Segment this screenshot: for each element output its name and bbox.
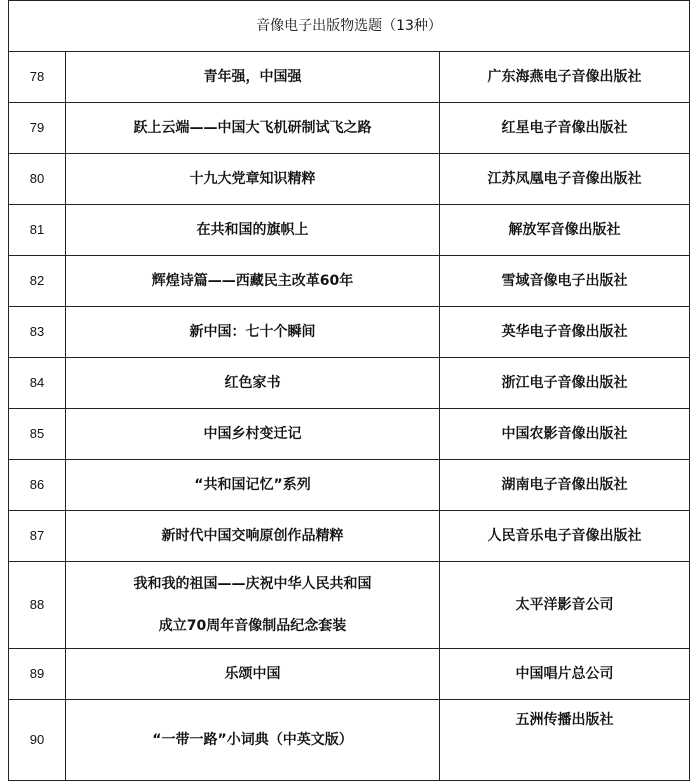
row-title-line: 我和我的祖国——庆祝中华人民共和国 xyxy=(133,576,372,592)
table-row xyxy=(9,154,690,205)
table-row xyxy=(9,307,690,358)
row-number: 81 xyxy=(9,205,66,256)
row-title: 跃上云端——中国大飞机研制试飞之路 xyxy=(66,103,440,154)
table-row xyxy=(9,256,690,307)
row-publisher: 雪域音像电子出版社 xyxy=(440,256,690,307)
row-title: 红色家书 xyxy=(66,358,440,409)
row-number: 87 xyxy=(9,511,66,562)
row-title: 乐颂中国 xyxy=(66,649,440,700)
row-number: 82 xyxy=(9,256,66,307)
row-number: 78 xyxy=(9,52,66,103)
row-number: 84 xyxy=(9,358,66,409)
table-row xyxy=(9,52,690,103)
row-title: 辉煌诗篇——西藏民主改革60年 xyxy=(66,256,440,307)
row-publisher: 人民音乐电子音像出版社 xyxy=(440,511,690,562)
table-row xyxy=(9,649,690,700)
row-publisher: 解放军音像出版社 xyxy=(440,205,690,256)
row-title: 在共和国的旗帜上 xyxy=(66,205,440,256)
row-publisher: 湖南电子音像出版社 xyxy=(440,460,690,511)
table-row xyxy=(9,562,690,649)
row-title: 青年强，中国强 xyxy=(66,52,440,103)
row-publisher: 江苏凤凰电子音像出版社 xyxy=(440,154,690,205)
table-header-row xyxy=(9,1,690,52)
table-row xyxy=(9,409,690,460)
row-title: “共和国记忆”系列 xyxy=(66,460,440,511)
table-header: 音像电子出版物选题（13种） xyxy=(9,1,690,52)
row-publisher: 五洲传播出版社 xyxy=(440,700,690,781)
table-row xyxy=(9,358,690,409)
row-publisher: 红星电子音像出版社 xyxy=(440,103,690,154)
row-title: “一带一路”小词典（中英文版） xyxy=(66,700,440,781)
row-title: 新时代中国交响原创作品精粹 xyxy=(66,511,440,562)
table-row xyxy=(9,460,690,511)
row-title: 新中国：七十个瞬间 xyxy=(66,307,440,358)
row-title xyxy=(66,562,440,649)
row-number: 85 xyxy=(9,409,66,460)
table-row xyxy=(9,511,690,562)
publication-table xyxy=(8,0,690,781)
row-title-line: 成立70周年音像制品纪念套装 xyxy=(158,618,347,634)
table-row xyxy=(9,205,690,256)
row-publisher: 中国农影音像出版社 xyxy=(440,409,690,460)
row-publisher: 浙江电子音像出版社 xyxy=(440,358,690,409)
row-publisher: 广东海燕电子音像出版社 xyxy=(440,52,690,103)
row-publisher: 太平洋影音公司 xyxy=(440,562,690,649)
table-row xyxy=(9,103,690,154)
row-number: 88 xyxy=(9,562,66,649)
row-title: 中国乡村变迁记 xyxy=(66,409,440,460)
row-number: 89 xyxy=(9,649,66,700)
row-title: 十九大党章知识精粹 xyxy=(66,154,440,205)
row-number: 86 xyxy=(9,460,66,511)
row-publisher: 英华电子音像出版社 xyxy=(440,307,690,358)
row-number: 90 xyxy=(9,700,66,781)
row-publisher: 中国唱片总公司 xyxy=(440,649,690,700)
row-number: 79 xyxy=(9,103,66,154)
row-number: 83 xyxy=(9,307,66,358)
row-number: 80 xyxy=(9,154,66,205)
table-row xyxy=(9,700,690,781)
